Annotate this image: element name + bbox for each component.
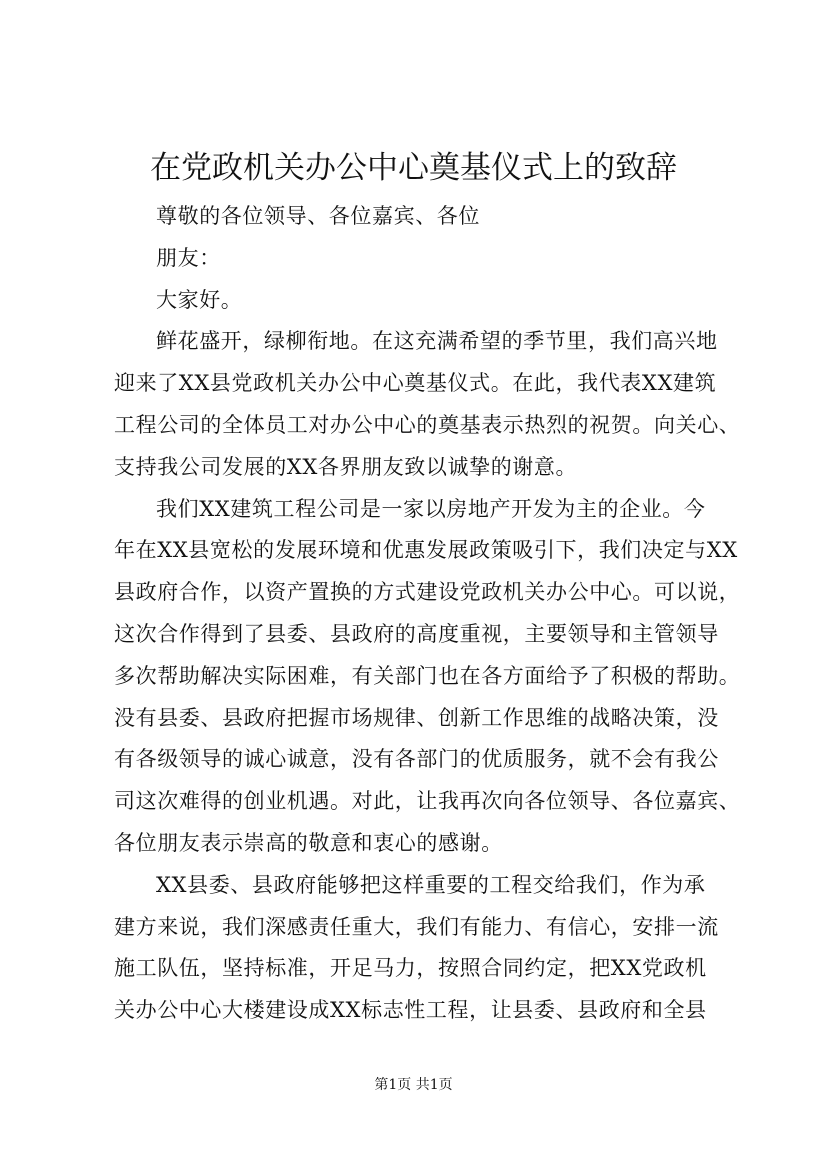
paragraph-line: 工程公司的全体员工对办公中心的奠基表示热烈的祝贺。向关心、 — [114, 412, 741, 437]
salutation-line: 朋友： — [156, 245, 221, 270]
paragraph-line: 施工队伍，坚持标准，开足马力，按照合同约定，把XX党政机 — [114, 956, 707, 981]
paragraph-line: 迎来了XX县党政机关办公中心奠基仪式。在此，我代表XX建筑 — [114, 371, 717, 396]
paragraph-line: 县政府合作，以资产置换的方式建设党政机关办公中心。可以说， — [114, 580, 741, 605]
paragraph-line: 多次帮助解决实际困难，有关部门也在各方面给予了积极的帮助。 — [114, 663, 741, 688]
paragraph-line: 这次合作得到了县委、县政府的高度重视，主要领导和主管领导 — [114, 621, 719, 646]
greeting-line: 大家好。 — [156, 287, 243, 312]
paragraph-line: 我们XX建筑工程公司是一家以房地产开发为主的企业。今 — [156, 496, 706, 521]
document-title: 在党政机关办公中心奠基仪式上的致辞 — [150, 150, 677, 186]
paragraph-line: 有各级领导的诚心诚意，没有各部门的优质服务，就不会有我公 — [114, 747, 719, 772]
paragraph-line: 年在XX县宽松的发展环境和优惠发展政策吸引下，我们决定与XX — [114, 538, 738, 563]
paragraph-line: 各位朋友表示崇高的敬意和衷心的感谢。 — [114, 830, 503, 855]
paragraph-line: 司这次难得的创业机遇。对此，让我再次向各位领导、各位嘉宾、 — [114, 789, 741, 814]
paragraph-line: 鲜花盛开，绿柳衔地。在这充满希望的季节里，我们高兴地 — [156, 329, 718, 354]
document-body — [114, 196, 744, 1032]
page-footer: 第1页 共1页 — [374, 1077, 453, 1093]
paragraph-line: XX县委、县政府能够把这样重要的工程交给我们，作为承 — [156, 872, 706, 897]
paragraph-line: 没有县委、县政府把握市场规律、创新工作思维的战略决策，没 — [114, 705, 719, 730]
paragraph-line: 关办公中心大楼建设成XX标志性工程，让县委、县政府和全县 — [114, 998, 707, 1023]
salutation-line: 尊敬的各位领导、各位嘉宾、各位 — [156, 204, 480, 228]
paragraph-line: 建方来说，我们深感责任重大，我们有能力、有信心，安排一流 — [114, 914, 719, 939]
paragraph-line: 支持我公司发展的XX各界朋友致以诚挚的谢意。 — [114, 454, 578, 479]
